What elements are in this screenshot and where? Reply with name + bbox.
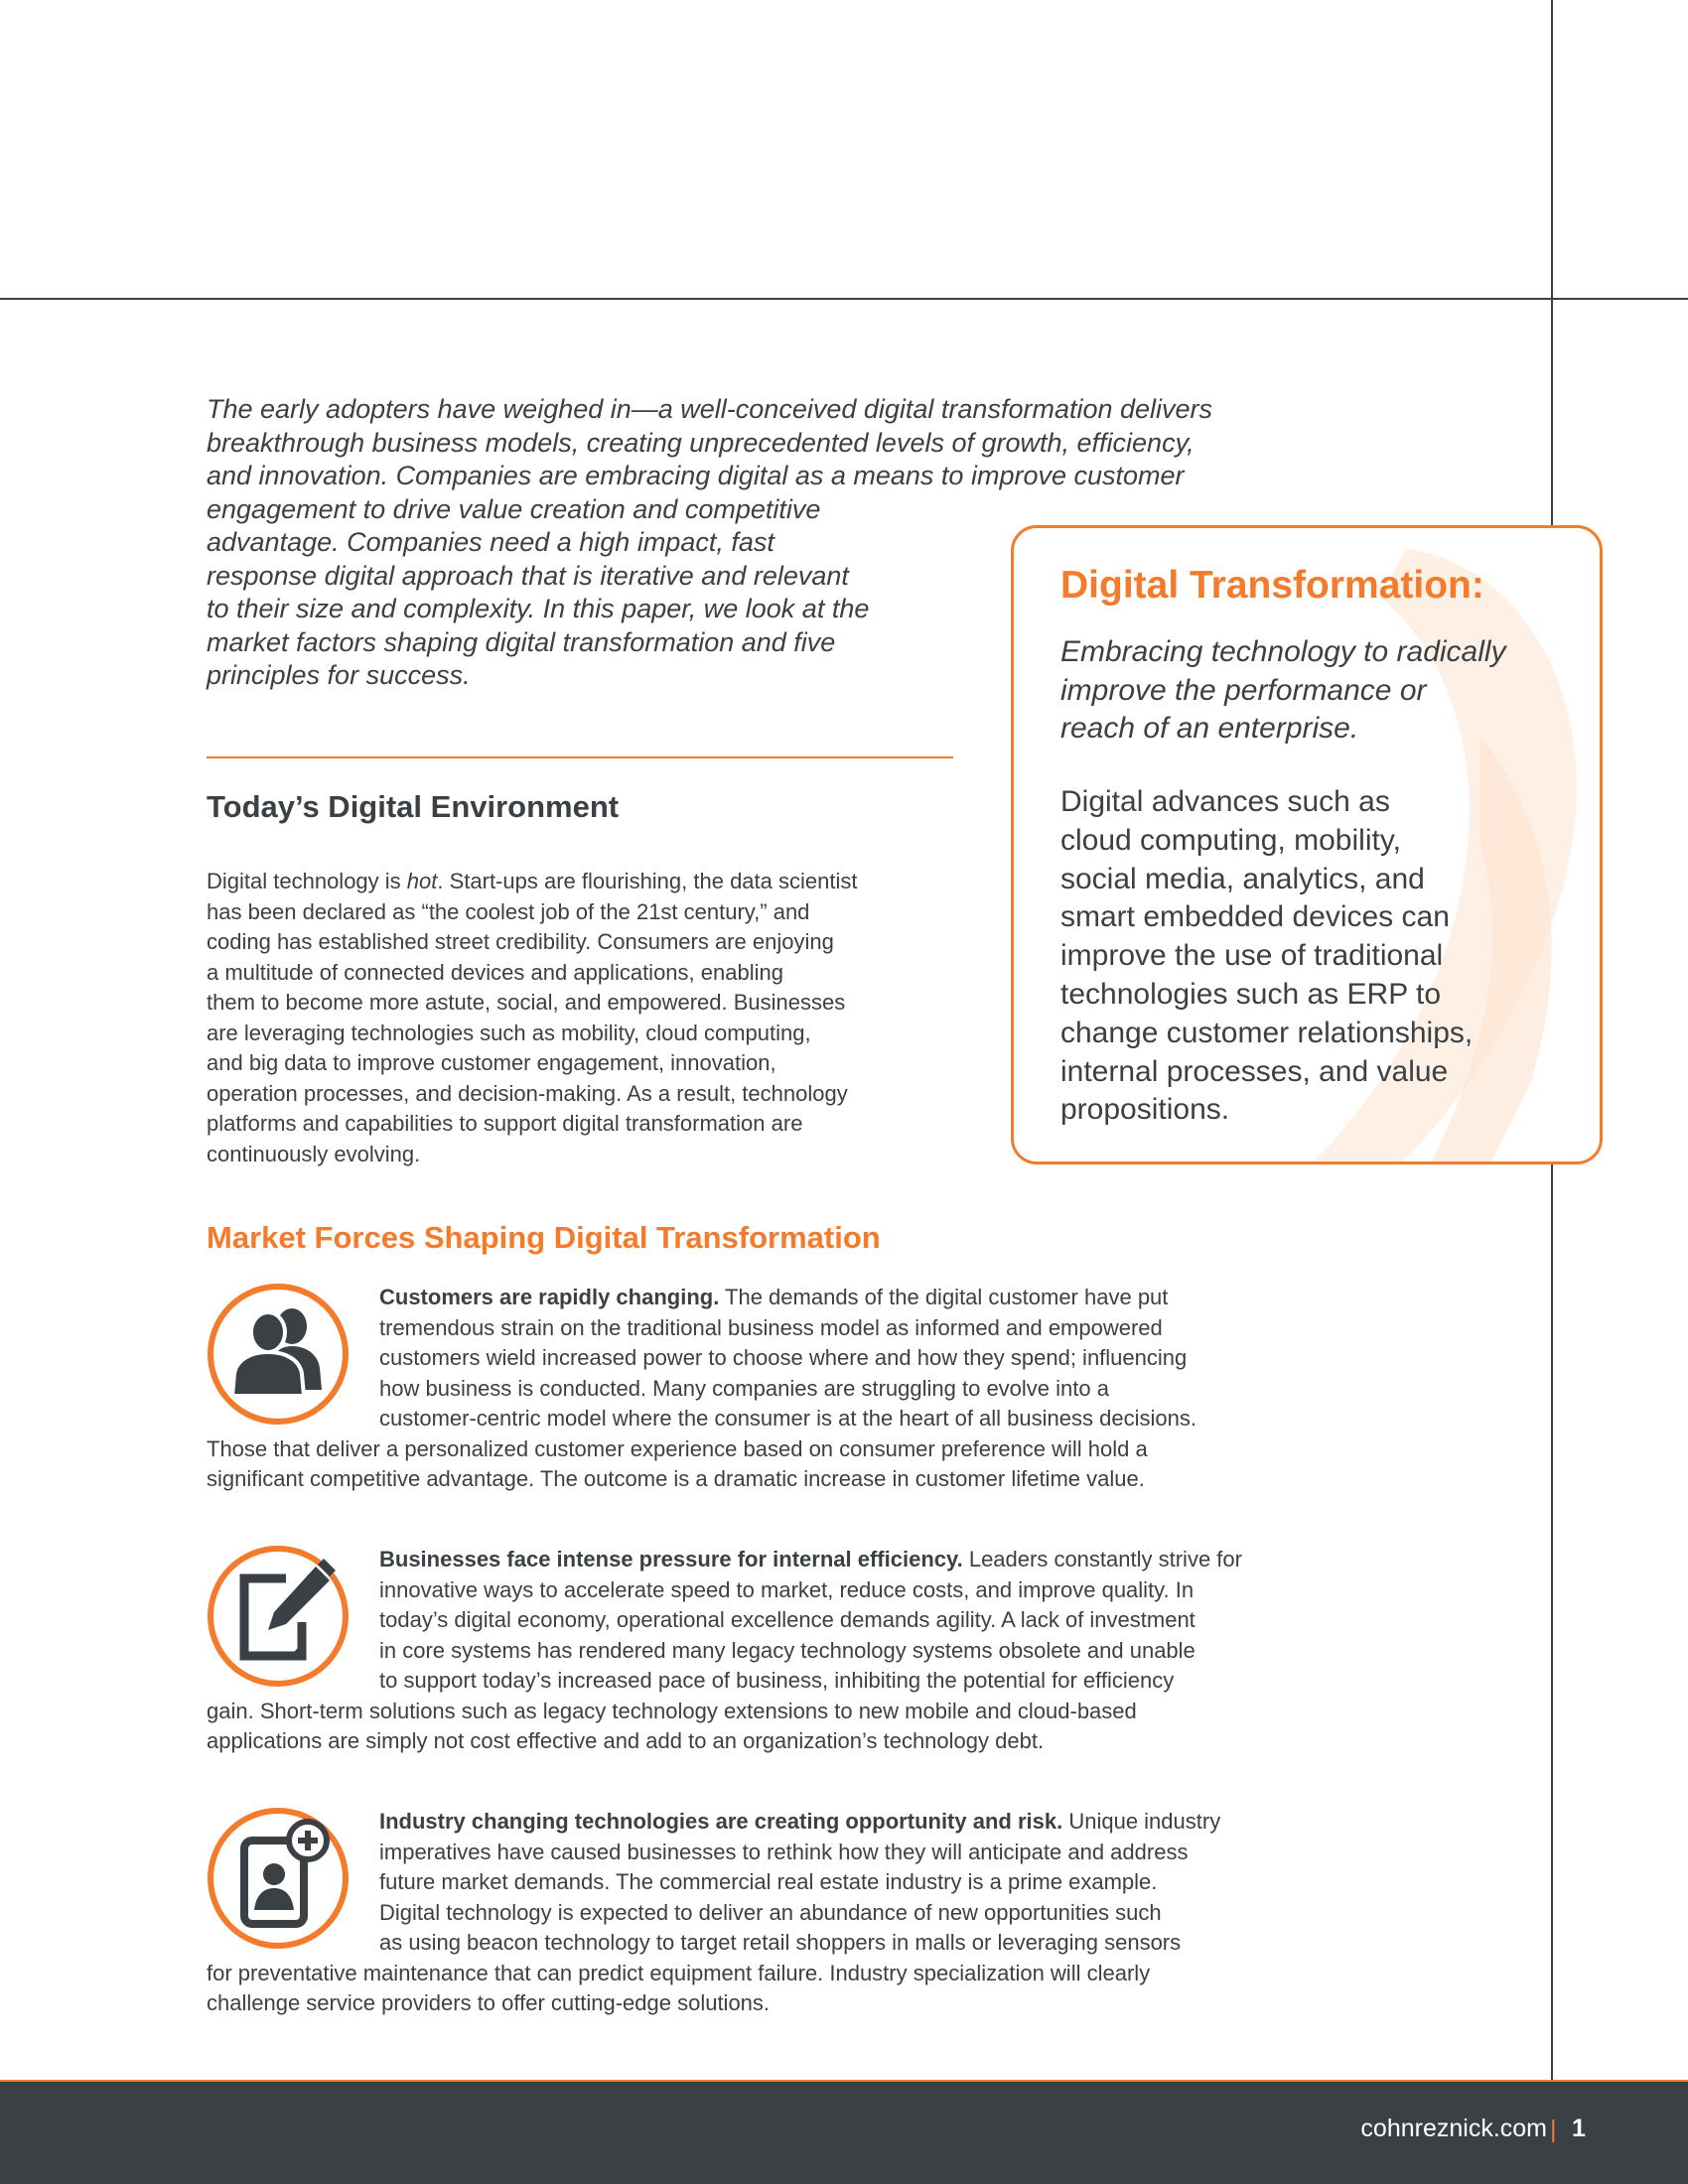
- force-line: imperatives have caused businesses to rethink how they will anticipate and address: [379, 1839, 1189, 1864]
- environment-line: [207, 867, 981, 897]
- environment-line: coding has established street credibility. Consumers are enjoying: [207, 929, 834, 954]
- force-lead: Businesses face intense pressure for internal efficiency.: [379, 1547, 963, 1571]
- force-line: applications are simply not cost effective and add to an organization’s technology debt.: [207, 1728, 1045, 1753]
- intro-line: The early adopters have weighed in—a well-conceived digital transformation delivers: [207, 394, 1213, 424]
- environment-paragraph: [207, 867, 981, 1169]
- intro-line: engagement to drive value creation and competitive: [207, 493, 821, 524]
- callout-body: [1060, 783, 1587, 1130]
- environment-line: and big data to improve customer engagement, innovation,: [207, 1050, 776, 1075]
- intro-line: advantage. Companies need a high impact, fast: [207, 527, 774, 557]
- callout-body-line: Digital advances such as: [1060, 785, 1390, 818]
- mobile-add-user-icon: [207, 1807, 350, 1950]
- force-line: for preventative maintenance that can predict equipment failure. Industry specialization will clearly: [207, 1960, 1151, 1985]
- intro-line: response digital approach that is iterative and relevant: [207, 560, 849, 591]
- force-line: in core systems has rendered many legacy technology systems obsolete and unable: [379, 1637, 1196, 1663]
- force-line: how business is conducted. Many companies are struggling to evolve into a: [379, 1375, 1109, 1401]
- force-line: as using beacon technology to target retail shoppers in malls or leveraging sensors: [379, 1930, 1182, 1955]
- callout-body-line: propositions.: [1060, 1093, 1230, 1127]
- force-first-line: [207, 1283, 1398, 1313]
- environment-line: continuously evolving.: [207, 1141, 421, 1166]
- market-force-customers: [207, 1283, 1398, 1495]
- force-first-rest: Leaders constantly strive for: [962, 1547, 1242, 1571]
- people-icon: [207, 1283, 350, 1426]
- callout-body-line: social media, analytics, and: [1060, 862, 1425, 895]
- force-first-line: [207, 1807, 1398, 1838]
- market-force-efficiency: [207, 1545, 1398, 1757]
- callout-definition-line: reach of an enterprise.: [1060, 712, 1359, 745]
- callout-body-line: change customer relationships,: [1060, 1016, 1474, 1049]
- force-line: challenge service providers to offer cutting-edge solutions.: [207, 1990, 771, 2015]
- force-first-rest: The demands of the digital customer have put: [719, 1285, 1169, 1309]
- footer-separator: |: [1550, 2116, 1557, 2143]
- market-force-text: [207, 1807, 1398, 2019]
- emphasis-hot: hot: [406, 869, 438, 893]
- force-line: to support today’s increased pace of business, inhibiting the potential for efficiency: [379, 1668, 1175, 1693]
- intro-line: and innovation. Companies are embracing digital as a means to improve customer: [207, 461, 1185, 490]
- callout-body-line: cloud computing, mobility,: [1060, 823, 1401, 857]
- market-force-text: [207, 1283, 1398, 1495]
- callout-body-line: technologies such as ERP to: [1060, 977, 1442, 1011]
- force-lead: Industry changing technologies are creating opportunity and risk.: [379, 1809, 1063, 1834]
- force-line: significant competitive advantage. The outcome is a dramatic increase in customer lifetime value.: [207, 1466, 1145, 1491]
- edit-document-icon: [207, 1545, 350, 1688]
- force-first-line: [207, 1545, 1398, 1575]
- environment-line-start: Digital technology is: [207, 869, 407, 893]
- environment-line-end: . Start-ups are flourishing, the data scientist: [437, 869, 858, 893]
- callout-body-line: improve the use of traditional: [1060, 939, 1444, 973]
- page-number: 1: [1572, 2115, 1586, 2142]
- force-lead: Customers are rapidly changing.: [379, 1285, 720, 1309]
- callout-title: Digital Transformation:: [1060, 564, 1484, 607]
- callout-body-line: internal processes, and value: [1060, 1054, 1449, 1088]
- force-line: future market demands. The commercial real estate industry is a prime example.: [379, 1869, 1158, 1894]
- market-force-text: [207, 1545, 1398, 1757]
- environment-line: a multitude of connected devices and applications, enabling: [207, 959, 783, 985]
- callout-body-line: smart embedded devices can: [1060, 900, 1450, 934]
- force-line: gain. Short-term solutions such as legacy technology extensions to new mobile and cloud-based: [207, 1698, 1137, 1723]
- environment-line: are leveraging technologies such as mobility, cloud computing,: [207, 1020, 811, 1045]
- force-line: Those that deliver a personalized customer experience based on consumer preference will hold a: [207, 1435, 1148, 1461]
- environment-line: them to become more astute, social, and empowered. Businesses: [207, 990, 846, 1015]
- environment-line: operation processes, and decision-making. As a result, technology: [207, 1080, 848, 1106]
- callout-definition-line: improve the performance or: [1060, 673, 1427, 707]
- definition-callout-box: [1011, 525, 1603, 1164]
- environment-line: has been declared as “the coolest job of the 21st century,” and: [207, 898, 810, 924]
- intro-line: breakthrough business models, creating unprecedented levels of growth, efficiency,: [207, 427, 1195, 458]
- force-line: tremendous strain on the traditional business model as informed and empowered: [379, 1314, 1163, 1340]
- intro-line: to their size and complexity. In this paper, we look at the: [207, 594, 870, 623]
- market-force-technologies: [207, 1807, 1398, 2019]
- force-first-rest: Unique industry: [1062, 1809, 1221, 1834]
- intro-line: principles for success.: [207, 660, 471, 690]
- top-divider: [0, 298, 1688, 300]
- callout-definition: [1060, 633, 1577, 749]
- force-line: customers wield increased power to choose where and how they spend; influencing: [379, 1345, 1188, 1370]
- environment-line: platforms and capabilities to support digital transformation are: [207, 1111, 803, 1136]
- force-line: today’s digital economy, operational excellence demands agility. A lack of investment: [379, 1607, 1196, 1632]
- force-line: Digital technology is expected to deliver an abundance of new opportunities such: [379, 1899, 1162, 1925]
- intro-line: market factors shaping digital transformation and five: [207, 626, 836, 657]
- callout-definition-line: Embracing technology to radically: [1060, 635, 1506, 668]
- market-forces-heading: Market Forces Shaping Digital Transformation: [207, 1220, 881, 1255]
- environment-heading: Today’s Digital Environment: [207, 789, 620, 824]
- section-divider: [207, 756, 953, 758]
- force-line: innovative ways to accelerate speed to market, reduce costs, and improve quality. In: [379, 1576, 1195, 1602]
- footer-website-link[interactable]: cohnreznick.com: [1360, 2115, 1547, 2142]
- force-line: customer-centric model where the consumer is at the heart of all business decisions.: [379, 1406, 1196, 1431]
